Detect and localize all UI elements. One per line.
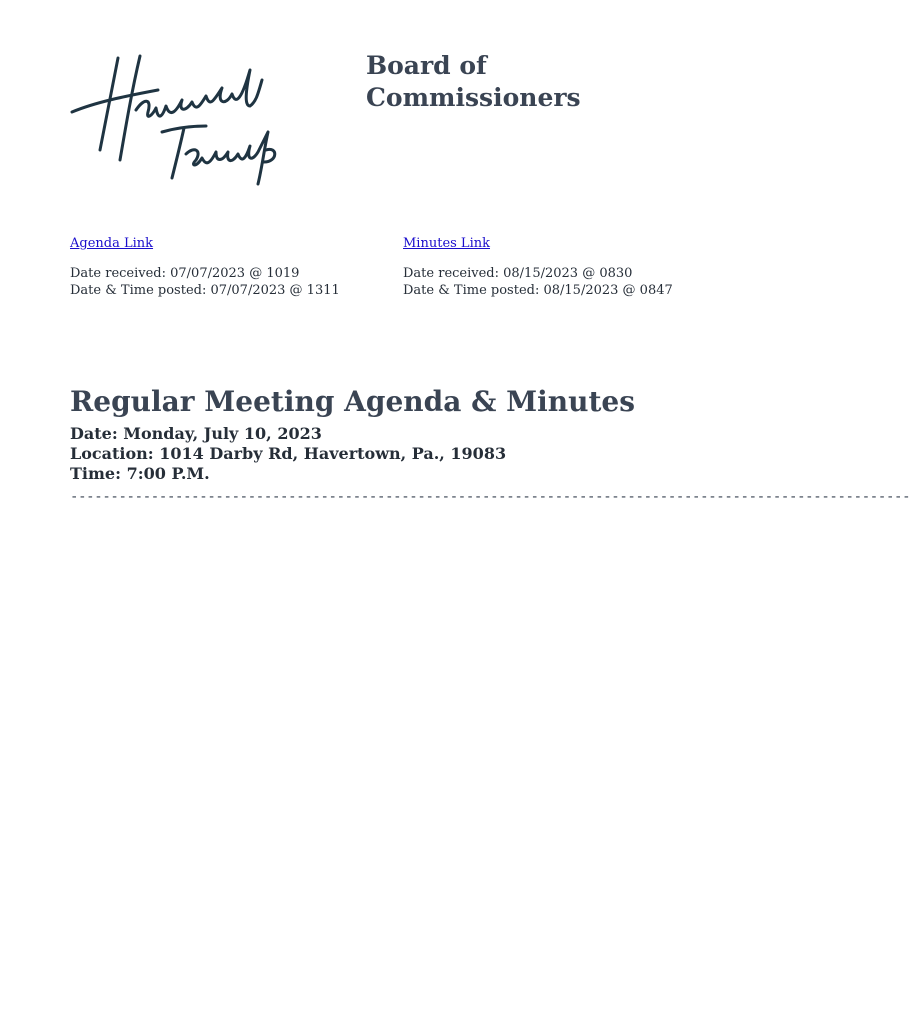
agenda-link[interactable]: Agenda Link <box>70 236 154 251</box>
minutes-section <box>403 235 733 299</box>
agenda-date-posted: Date & Time posted: 07/07/2023 @ 1311 <box>70 283 340 298</box>
logo-script-mark <box>66 50 281 190</box>
meeting-date: Date: Monday, July 10, 2023 <box>70 424 322 443</box>
agenda-section <box>70 235 390 299</box>
meeting-location: Location: 1014 Darby Rd, Havertown, Pa., 19083 <box>70 444 507 463</box>
meeting-details <box>70 424 506 484</box>
page-title: Board of Commissioners <box>366 51 581 112</box>
meeting-title: Regular Meeting Agenda & Minutes <box>70 385 636 418</box>
agenda-date-received: Date received: 07/07/2023 @ 1019 <box>70 266 300 281</box>
minutes-date-received: Date received: 08/15/2023 @ 0830 <box>403 266 633 281</box>
minutes-date-posted: Date & Time posted: 08/15/2023 @ 0847 <box>403 283 673 298</box>
minutes-link[interactable]: Minutes Link <box>403 236 490 251</box>
haverford-township-logo <box>66 50 281 190</box>
dashed-divider: -------------------------------------------------------------------------------------------------------- <box>70 489 910 505</box>
meeting-time: Time: 7:00 P.M. <box>70 464 210 483</box>
